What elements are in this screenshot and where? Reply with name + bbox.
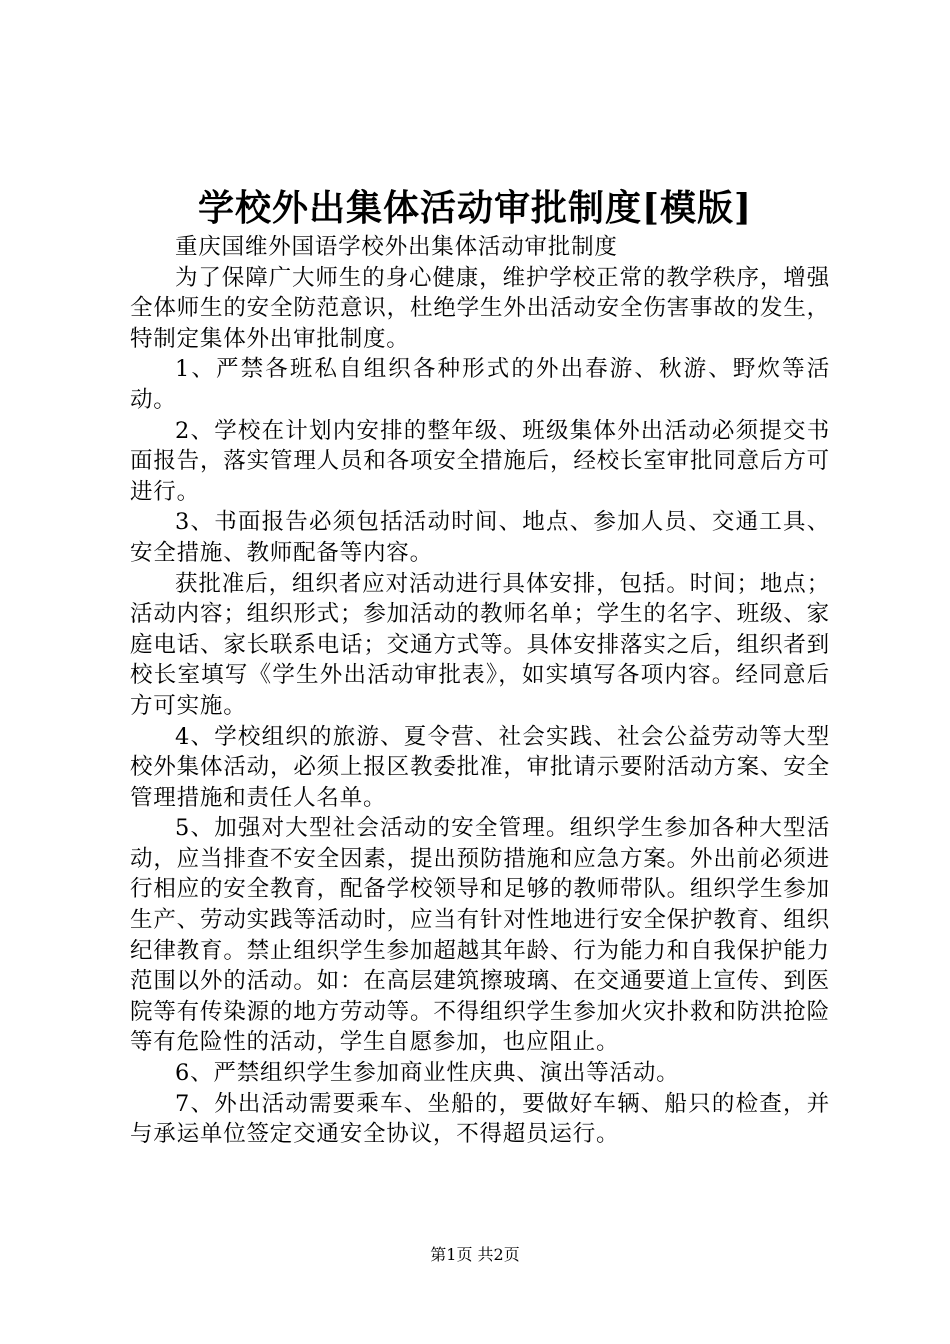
paragraph-rule-1: 1、严禁各班私自组织各种形式的外出春游、秋游、野炊等活动。: [130, 356, 830, 413]
paragraph-rule-6: 6、严禁组织学生参加商业性庆典、演出等活动。: [175, 1060, 680, 1087]
document-body: [130, 232, 830, 1150]
page-number-footer: 第1页 共2页: [430, 1245, 520, 1264]
paragraph-rule-2: 2、学校在计划内安排的整年级、班级集体外出活动必须提交书面报告，落实管理人员和各项安全措施后，经校长室审批同意后方可进行。: [130, 417, 830, 505]
paragraph-rule-5: 5、加强对大型社会活动的安全管理。组织学生参加各种大型活动，应当排查不安全因素，提出预防措施和应急方案。外出前必须进行相应的安全教育，配备学校领导和足够的教师带队。组织学生参加生产、劳动实践等活动时，应当有针对性地进行安全保护教育、组织纪律教育。禁止组织学生参加超越其年龄、行为能力和自我保护能力范围以外的活动。如：在高层建筑擦玻璃、在交通要道上宣传、到医院等有传染源的地方劳动等。不得组织学生参加火灾扑救和防洪抢险等有危险性的活动，学生自愿参加，也应阻止。: [130, 815, 830, 1056]
paragraph-intro: 为了保障广大师生的身心健康，维护学校正常的教学秩序，增强全体师生的安全防范意识，杜绝学生外出活动安全伤害事故的发生，特制定集体外出审批制度。: [130, 264, 830, 352]
paragraph-rule-3: 3、书面报告必须包括活动时间、地点、参加人员、交通工具、安全措施、教师配备等内容。: [130, 509, 830, 566]
paragraph-rule-7: 7、外出活动需要乘车、坐船的，要做好车辆、船只的检查，并与承运单位签定交通安全协议，不得超员运行。: [130, 1090, 830, 1148]
paragraph-rule-4: 4、学校组织的旅游、夏令营、社会实践、社会公益劳动等大型校外集体活动，必须上报区教委批准，审批请示要附活动方案、安全管理措施和责任人名单。: [130, 723, 830, 811]
document-title: 学校外出集体活动审批制度[模版]: [197, 187, 753, 229]
document-subtitle: 重庆国维外国语学校外出集体活动审批制度: [175, 234, 618, 260]
paragraph-approval-arrangement: 获批准后，组织者应对活动进行具体安排，包括。时间；地点；活动内容；组织形式；参加活动的教师名单；学生的名字、班级、家庭电话、家长联系电话；交通方式等。具体安排落实之后，组织者到校长室填写《学生外出活动审批表》，如实填写各项内容。经同意后方可实施。: [130, 570, 830, 719]
